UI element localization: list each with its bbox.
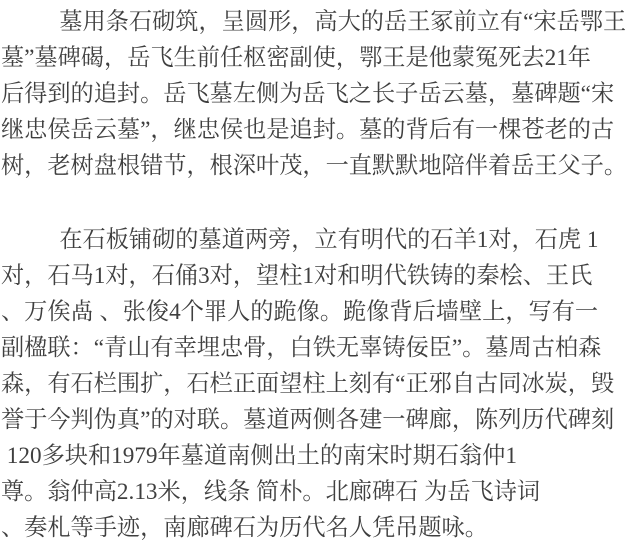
text-line: 、奏札等手迹，南廊碑石为历代名人凭吊题咏。 <box>1 515 488 541</box>
text-line: 对，石马1对，石俑3对，望柱1对和明代铁铸的秦桧、王氏 <box>1 263 593 289</box>
text-line: 尊。翁仲高2.13米，线条 简朴。北廊碑石 为岳飞诗词 <box>1 479 541 505</box>
text-line: 墓”墓碑碣，岳飞生前任枢密副使，鄂王是他蒙冤死去21年 <box>1 45 591 71</box>
text-line: 副楹联：“青山有幸埋忠骨，白铁无辜铸佞臣”。墓周古柏森 <box>1 335 602 361</box>
text-line: 树，老树盘根错节，根深叶茂，一直默默地陪伴着岳王父子。 <box>1 153 628 179</box>
text-line: 森，有石栏围扩，石栏正面望柱上刻有“正邪自古同冰炭，毁 <box>1 371 615 397</box>
paragraph <box>1 4 640 184</box>
text-line: 誉于今判伪真”的对联。墓道两侧各建一碑廊，陈列历代碑刻 <box>1 407 615 433</box>
text-line: 、万俟卨 、张俊4个罪人的跪像。跪像背后墙壁上，写有一 <box>1 299 599 325</box>
text-line: 墓用条石砌筑，呈圆形，高大的岳王冢前立有“宋岳鄂王 <box>13 9 627 35</box>
text-line: 后得到的追封。岳飞墓左侧为岳飞之长子岳云墓，墓碑题“宋 <box>1 81 615 107</box>
text-line: 继忠侯岳云墓”，继忠侯也是追封。墓的背后有一棵苍老的古 <box>1 117 615 143</box>
text-line: 120多块和1979年墓道南侧出土的南宋时期石翁仲1 <box>1 443 517 469</box>
paragraph <box>1 222 640 546</box>
text-line: 在石板铺砌的墓道两旁，立有明代的石羊1对，石虎 1 <box>13 227 599 253</box>
